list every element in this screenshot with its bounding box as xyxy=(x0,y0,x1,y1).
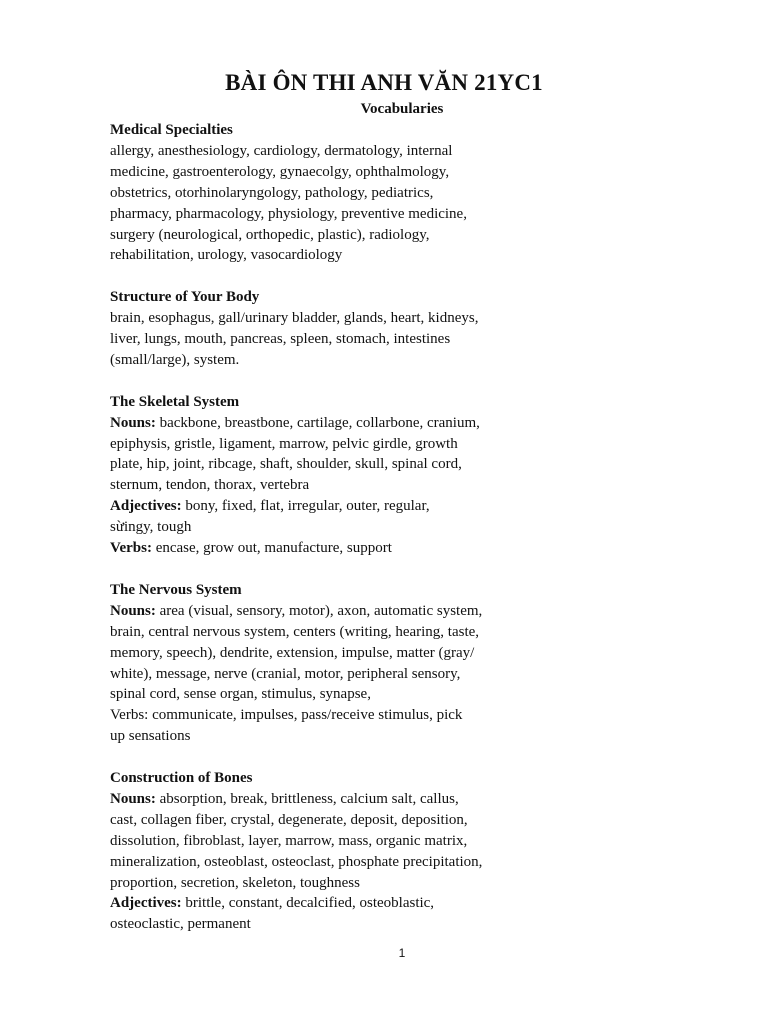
verbs-line xyxy=(110,538,540,559)
verbs-label: Verbs: xyxy=(110,540,152,557)
adjectives-text: bony, fixed, flat, irregular, outer, regular, xyxy=(185,498,430,515)
body-line: brain, central nervous system, centers (writing, hearing, taste, xyxy=(110,623,480,640)
body-line: mineralization, osteoblast, osteoclast, phosphate precipitation, xyxy=(110,853,483,870)
page-number: 1 xyxy=(398,946,406,960)
body-line: epiphysis, gristle, ligament, marrow, pelvic girdle, growth xyxy=(110,435,458,452)
body-line: liver, lungs, mouth, pancreas, spleen, stomach, intestines xyxy=(110,331,451,348)
section-heading-medical-specialties: Medical Specialties xyxy=(110,122,233,138)
adjectives-line xyxy=(110,893,540,914)
nouns-text: backbone, breastbone, cartilage, collarbone, cranium, xyxy=(159,414,480,431)
adjectives-text: brittle, constant, decalcified, osteoblastic, xyxy=(185,895,435,912)
section-heading-structure-of-body: Structure of Your Body xyxy=(110,289,260,306)
nouns-label: Nouns: xyxy=(110,790,156,807)
body-line: proportion, secretion, skeleton, toughness xyxy=(110,874,360,891)
body-line: (small/large), system. xyxy=(110,351,240,368)
body-line: memory, speech), dendrite, extension, impulse, matter (gray/ xyxy=(110,644,475,661)
body-line: sternum, tendon, thorax, vertebra xyxy=(110,477,310,494)
body-line: dissolution, fibroblast, layer, marrow, mass, organic matrix, xyxy=(110,832,468,849)
body-line: plate, hip, joint, ribcage, shaft, shoulder, skull, spinal cord, xyxy=(110,456,462,473)
nouns-text: area (visual, sensory, motor), axon, automatic system, xyxy=(159,602,483,619)
adjectives-label: Adjectives: xyxy=(110,895,182,912)
paragraph-gap xyxy=(110,371,540,392)
body-line: up sensations xyxy=(110,728,191,745)
body-line: spinal cord, sense organ, stimulus, synapse, xyxy=(110,686,371,703)
document-body xyxy=(110,120,540,935)
nouns-label: Nouns: xyxy=(110,602,156,619)
nouns-line xyxy=(110,601,540,622)
section-heading-construction-of-bones: Construction of Bones xyxy=(110,770,253,787)
body-line: rehabilitation, urology, vasocardiology xyxy=(110,247,343,264)
document-subtitle: Vocabularies xyxy=(360,101,444,117)
adjectives-line xyxy=(110,496,540,517)
paragraph-gap xyxy=(110,266,540,287)
body-line: surgery (neurological, orthopedic, plastic), radiology, xyxy=(110,226,430,243)
body-line: pharmacy, pharmacology, physiology, preventive medicine, xyxy=(110,205,467,222)
paragraph-gap xyxy=(110,559,540,580)
body-line: sừingy, tough xyxy=(110,519,192,536)
nouns-label: Nouns: xyxy=(110,414,156,431)
body-line: white), message, nerve (cranial, motor, peripheral sensory, xyxy=(110,665,461,682)
body-line: allergy, anesthesiology, cardiology, dermatology, internal xyxy=(110,142,453,159)
body-line: Verbs: communicate, impulses, pass/receive stimulus, pick xyxy=(110,707,463,724)
nouns-text: absorption, break, brittleness, calcium salt, callus, xyxy=(159,790,459,807)
body-line: osteoclastic, permanent xyxy=(110,916,251,933)
body-line: brain, esophagus, gall/urinary bladder, glands, heart, kidneys, xyxy=(110,310,479,327)
section-heading-nervous-system: The Nervous System xyxy=(110,581,242,598)
body-line: medicine, gastroenterology, gynaecolgy, ophthalmology, xyxy=(110,163,450,180)
verbs-text: encase, grow out, manufacture, support xyxy=(155,540,392,557)
nouns-line xyxy=(110,413,540,434)
body-line: obstetrics, otorhinolaryngology, pathology, pediatrics, xyxy=(110,184,434,201)
section-heading-skeletal-system: The Skeletal System xyxy=(110,393,240,410)
nouns-line xyxy=(110,789,540,810)
body-line: cast, collagen fiber, crystal, degenerate, deposit, deposition, xyxy=(110,811,468,828)
adjectives-label: Adjectives: xyxy=(110,498,182,515)
paragraph-gap xyxy=(110,747,540,768)
document-title: BÀI ÔN THI ANH VĂN 21YC1 xyxy=(225,70,543,95)
